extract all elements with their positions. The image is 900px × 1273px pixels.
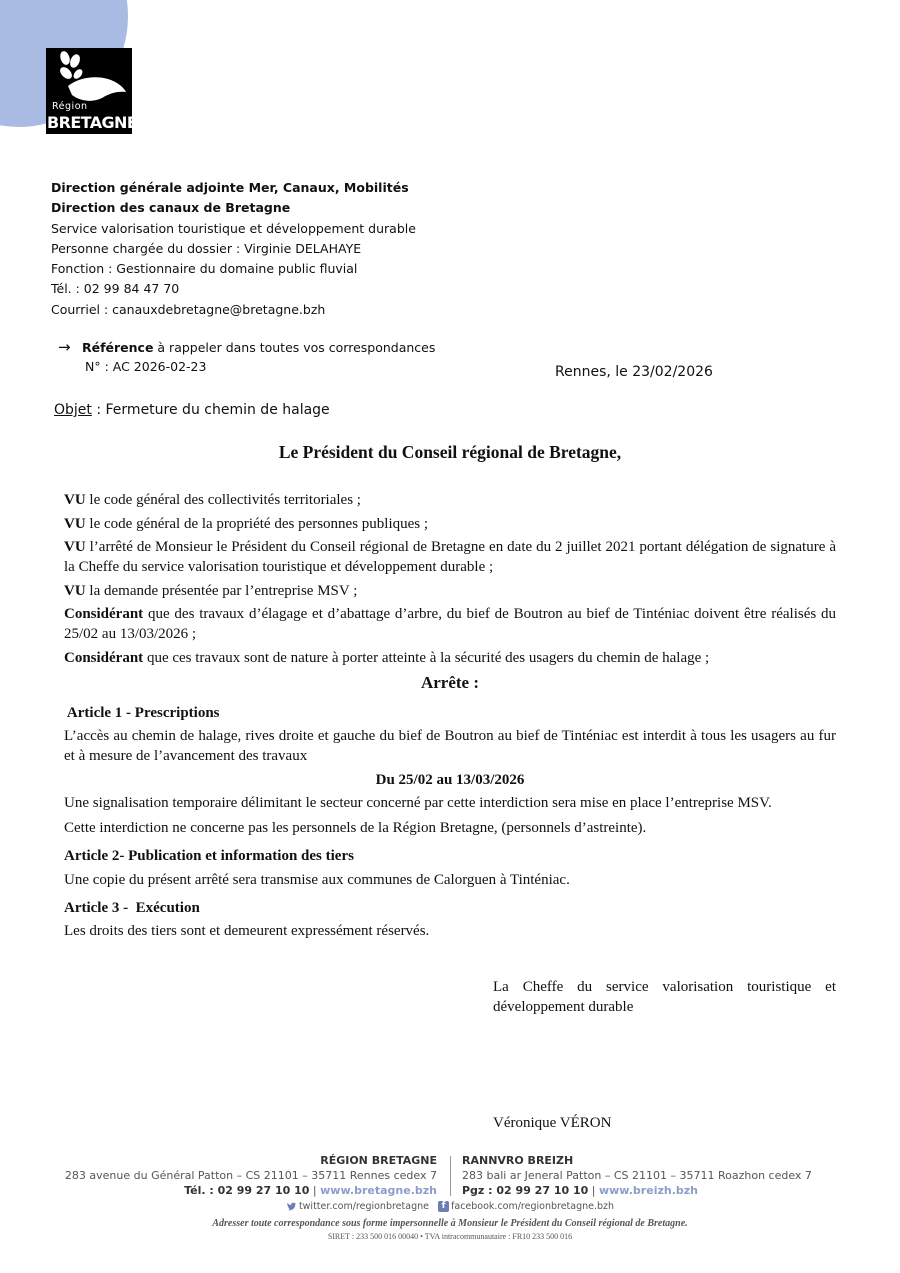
footer-left-title: RÉGION BRETAGNE: [320, 1154, 437, 1167]
twitter-link[interactable]: twitter.com/regionbretagne: [298, 1201, 429, 1212]
subject-line: [54, 402, 330, 418]
footer-right-tel-label: Pgz :: [462, 1184, 493, 1197]
footer-right-tel: 02 99 27 10 10: [492, 1184, 589, 1197]
direction-canaux: Direction des canaux de Bretagne: [51, 200, 291, 216]
logo-region-text: Région: [52, 101, 88, 112]
article2-heading: Article 2- Publication et information des tiers: [64, 848, 354, 864]
footer-left: RÉGION BRETAGNE 283 avenue du Général Patton – CS 21101 – 35711 Rennes cedex 7 Tél. : 02 99 27 10 10 | www.bretagne.bzh: [64, 1154, 437, 1197]
article3-paragraph: Les droits des tiers sont et demeurent expressément réservés.: [64, 923, 430, 939]
article1-heading: Article 1 - Prescriptions: [64, 704, 220, 721]
facebook-icon: f: [438, 1201, 449, 1212]
reference-block: [58, 338, 435, 376]
consideration-item: VU l’arrêté de Monsieur le Président du Conseil régional de Bretagne en date du 2 juillet 2021 portant délégation de signature à la Cheffe du service valorisation touristique et développement durable ;: [64, 539, 836, 575]
arrow-right-icon: →: [58, 338, 71, 356]
page-title: Le Président du Conseil régional de Bretagne,: [278, 442, 622, 462]
arrete-heading: Arrête :: [420, 672, 480, 692]
service-name: Service valorisation touristique et développement durable: [51, 220, 416, 236]
article1-exception: Cette interdiction ne concerne pas les personnels de la Région Bretagne, (personnels d’astreinte).: [64, 820, 647, 836]
facebook-link[interactable]: facebook.com/regionbretagne.bzh: [451, 1201, 615, 1212]
contact-phone: Tél. : 02 99 84 47 70: [51, 281, 180, 297]
reference-text: à rappeler dans toutes vos correspondances: [153, 340, 436, 355]
footer-right-website-link[interactable]: www.breizh.bzh: [598, 1184, 698, 1197]
reference-number: N° : AC 2026-02-23: [85, 359, 207, 374]
article1-paragraph: L’accès au chemin de halage, rives droite et gauche du bief de Boutron au bief de Tinténiac est interdit à tous les usagers au fur et à mesure de l’avancement des travaux: [64, 728, 836, 764]
logo-bretagne-text: BRETAGNE: [47, 113, 138, 132]
contact-function: Fonction : Gestionnaire du domaine public fluvial: [51, 261, 358, 277]
consideration-item: VU la demande présentée par l’entreprise MSV ;: [64, 582, 358, 599]
consideration-item: VU le code général des collectivités territoriales ;: [64, 492, 361, 508]
reference-label: Référence: [82, 340, 154, 355]
signature-name: Véronique VÉRON: [493, 1115, 612, 1131]
footer-left-website-link[interactable]: www.bretagne.bzh: [320, 1184, 437, 1197]
contact-person: Personne chargée du dossier : Virginie DELAHAYE: [51, 240, 362, 256]
footer-left-tel-label: Tél. :: [184, 1184, 214, 1197]
article1-signage: Une signalisation temporaire délimitant le secteur concerné par cette interdiction sera mise en place l’entreprise MSV.: [64, 795, 772, 811]
consideration-item: Considérant que ces travaux sont de nature à porter atteinte à la sécurité des usagers du chemin de halage ;: [64, 649, 710, 666]
social-links: [0, 1201, 900, 1212]
consideration-item: VU le code général de la propriété des personnes publiques ;: [64, 515, 429, 532]
article2-paragraph: Une copie du présent arrêté sera transmise aux communes de Calorguen à Tinténiac.: [64, 871, 570, 888]
contact-email: Courriel : canauxdebretagne@bretagne.bzh: [51, 301, 326, 317]
direction-adjointe: Direction générale adjointe Mer, Canaux, Mobilités: [51, 180, 409, 195]
siret-line: SIRET : 233 500 016 00040 • TVA intracommunautaire : FR10 233 500 016: [327, 1232, 573, 1241]
letter-date: Rennes, le 23/02/2026: [555, 364, 713, 380]
decree-body: [64, 490, 836, 945]
article3-heading: Article 3 - Exécution: [64, 899, 200, 916]
twitter-icon: [286, 1201, 297, 1212]
article1-period: Du 25/02 au 13/03/2026: [375, 771, 525, 788]
footer-right-address: 283 bali ar Jeneral Patton – CS 21101 – 35711 Roazhon cedex 7: [462, 1169, 812, 1182]
subject-text: : Fermeture du chemin de halage: [91, 402, 330, 418]
footer-right-title: RANNVRO BREIZH: [462, 1154, 574, 1167]
consideration-item: Considérant que des travaux d’élagage et d’abattage d’arbre, du bief de Boutron au bief de Tinténiac doivent être réalisés du 25/02 au 13/03/2026 ;: [64, 606, 836, 642]
signature-role: La Cheffe du service valorisation touristique et développement durable: [493, 979, 836, 1015]
footer-right: RANNVRO BREIZH 283 bali ar Jeneral Patton – CS 21101 – 35711 Roazhon cedex 7 Pgz : 02 99 27 10 10 | www.breizh.bzh: [462, 1154, 812, 1197]
footer-left-tel: 02 99 27 10 10: [213, 1184, 310, 1197]
footer-left-address: 283 avenue du Général Patton – CS 21101 – 35711 Rennes cedex 7: [64, 1169, 437, 1182]
sender-block: [51, 178, 416, 320]
correspondence-notice: Adresser toute correspondance sous forme impersonnelle à Monsieur le Président du Conseil régional de Bretagne.: [212, 1218, 688, 1229]
subject-label: Objet: [54, 402, 92, 418]
footer-divider: [450, 1156, 451, 1196]
region-bretagne-logo: [46, 48, 138, 134]
